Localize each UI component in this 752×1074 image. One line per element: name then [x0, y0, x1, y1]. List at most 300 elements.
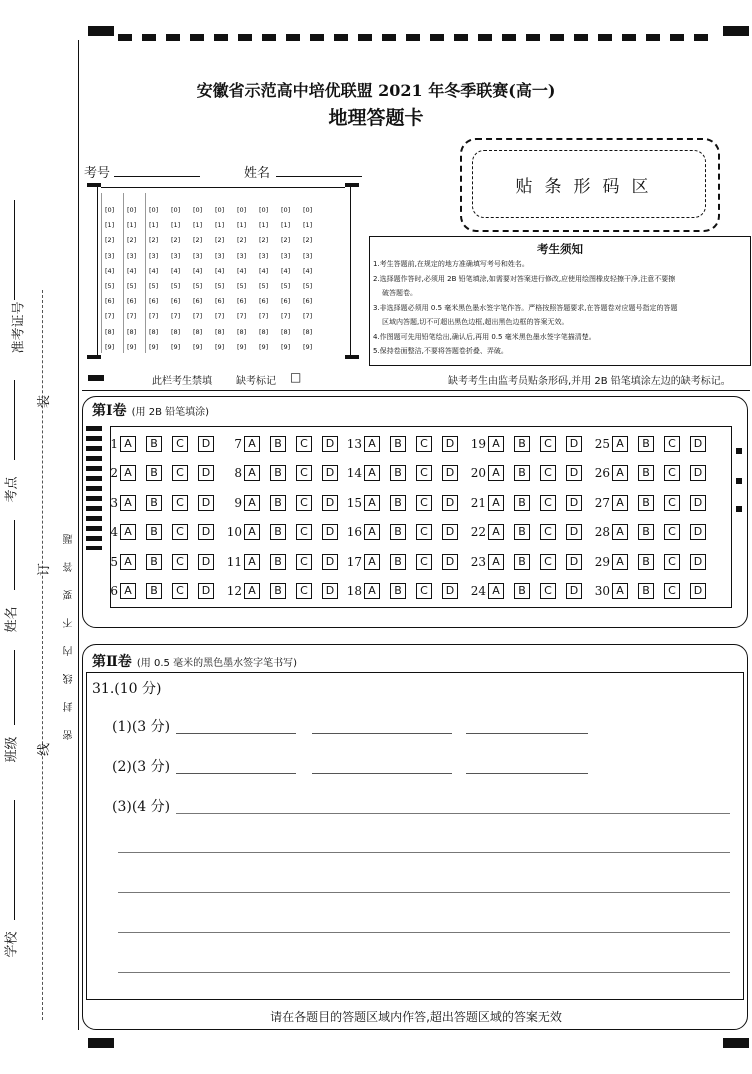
option-bubble-a[interactable]: A: [612, 554, 628, 570]
digit-bubble[interactable]: [2]: [171, 236, 181, 245]
digit-bubble[interactable]: [7]: [193, 312, 203, 321]
digit-bubble[interactable]: [9]: [281, 342, 291, 351]
digit-bubble[interactable]: [3]: [215, 251, 225, 260]
digit-bubble[interactable]: [5]: [193, 281, 203, 290]
option-bubble-d[interactable]: D: [690, 436, 706, 452]
digit-bubble[interactable]: [6]: [127, 297, 137, 306]
digit-bubble[interactable]: [3]: [149, 251, 159, 260]
option-bubble-a[interactable]: A: [244, 495, 260, 511]
digit-column: [171, 203, 180, 355]
question-number: 15: [346, 495, 362, 510]
option-bubble-b[interactable]: B: [390, 554, 406, 570]
option-bubble-a[interactable]: A: [244, 524, 260, 540]
option-bubble-c[interactable]: C: [540, 465, 556, 481]
part1-title: 第Ⅰ卷: [92, 403, 127, 419]
option-bubble-b[interactable]: B: [514, 465, 530, 481]
side-underline-class: [14, 650, 15, 725]
notice-item: 4.作图题可先用铅笔绘出,确认后,再用 0.5 毫米黑色墨水签字笔描清楚。: [373, 332, 596, 341]
digit-bubble[interactable]: [1]: [171, 221, 181, 230]
digit-bubble[interactable]: [6]: [171, 297, 181, 306]
digit-bubble[interactable]: [1]: [193, 221, 203, 230]
digit-bubble[interactable]: [9]: [193, 342, 203, 351]
option-bubble-b[interactable]: B: [638, 554, 654, 570]
option-bubble-b[interactable]: B: [270, 554, 286, 570]
option-bubble-b[interactable]: B: [638, 583, 654, 599]
digit-bubble[interactable]: [8]: [303, 327, 313, 336]
option-bubble-c[interactable]: C: [664, 495, 680, 511]
digit-bubble[interactable]: [9]: [237, 342, 247, 351]
digit-bubble[interactable]: [5]: [237, 281, 247, 290]
option-bubble-a[interactable]: A: [120, 554, 136, 570]
digit-bubble[interactable]: [0]: [149, 206, 159, 214]
digit-bubble[interactable]: [8]: [193, 327, 203, 336]
digit-bubble[interactable]: [2]: [259, 236, 269, 245]
digit-bubble[interactable]: [7]: [215, 312, 225, 321]
notice-item: 1.考生答题前,在规定的地方准确填写考号和姓名。: [373, 260, 529, 268]
option-bubble-b[interactable]: B: [146, 524, 162, 540]
option-bubble-b[interactable]: B: [270, 436, 286, 452]
option-bubble-d[interactable]: D: [566, 524, 582, 540]
digit-column: [259, 203, 268, 355]
side-label-school: 学校: [4, 931, 20, 958]
digit-bubble[interactable]: [4]: [259, 266, 269, 275]
option-bubble-b[interactable]: B: [270, 583, 286, 599]
option-bubble-b[interactable]: B: [146, 554, 162, 570]
digit-bubble[interactable]: [4]: [105, 266, 115, 275]
digit-bubble[interactable]: [0]: [303, 206, 313, 214]
binding-word-ding: 订: [37, 562, 53, 577]
question-number: 8: [234, 466, 242, 481]
digit-bubble[interactable]: [1]: [105, 221, 115, 230]
question-number: 18: [346, 584, 362, 598]
option-bubble-d[interactable]: D: [566, 554, 582, 570]
option-bubble-b[interactable]: B: [514, 524, 530, 540]
absent-instruction: 缺考考生由监考员贴条形码,并用 2B 铅笔填涂左边的缺考标记。: [448, 376, 731, 387]
digit-bubble[interactable]: [2]: [149, 236, 159, 245]
option-bubble-a[interactable]: A: [244, 465, 260, 481]
option-bubble-a[interactable]: A: [244, 436, 260, 452]
option-bubble-b[interactable]: B: [390, 436, 406, 452]
timing-mark-right: [736, 478, 742, 484]
answer-blank[interactable]: [312, 773, 452, 774]
digit-bubble[interactable]: [9]: [127, 342, 137, 351]
digit-bubble[interactable]: [8]: [259, 327, 269, 336]
question-number: 14: [346, 466, 362, 481]
digit-bubble[interactable]: [7]: [105, 312, 115, 321]
option-bubble-b[interactable]: B: [146, 465, 162, 481]
answer-line[interactable]: [118, 852, 730, 853]
option-bubble-b[interactable]: B: [146, 583, 162, 599]
digit-bubble[interactable]: [4]: [127, 266, 137, 275]
option-bubble-d[interactable]: D: [690, 465, 706, 481]
option-bubble-a[interactable]: A: [364, 465, 380, 481]
option-bubble-d[interactable]: D: [198, 583, 214, 599]
option-bubble-b[interactable]: B: [390, 524, 406, 540]
grid-bottom-bar-left: [87, 355, 101, 359]
side-underline-site: [14, 380, 15, 460]
digit-bubble[interactable]: [7]: [127, 312, 137, 321]
question-number: 27: [594, 495, 610, 510]
option-bubble-c[interactable]: C: [664, 583, 680, 599]
digit-bubble[interactable]: [5]: [281, 281, 291, 290]
option-bubble-a[interactable]: A: [244, 554, 260, 570]
registration-mark-top-right: [723, 26, 749, 36]
grid-bottom-bar-right: [345, 355, 359, 359]
answer-blank[interactable]: [466, 733, 588, 734]
digit-bubble[interactable]: [9]: [303, 342, 313, 351]
question-number: 24: [470, 584, 486, 598]
digit-bubble[interactable]: [8]: [127, 327, 137, 336]
option-bubble-c[interactable]: C: [540, 554, 556, 570]
option-bubble-b[interactable]: B: [146, 495, 162, 511]
digit-bubble[interactable]: [7]: [149, 312, 159, 321]
option-bubble-b[interactable]: B: [270, 524, 286, 540]
digit-bubble[interactable]: [6]: [281, 297, 291, 306]
digit-bubble[interactable]: [5]: [149, 281, 159, 290]
option-bubble-c[interactable]: C: [296, 554, 312, 570]
binding-word-xian: 线: [37, 742, 53, 757]
digit-bubble[interactable]: [1]: [215, 221, 225, 230]
option-bubble-c[interactable]: C: [664, 436, 680, 452]
option-bubble-d[interactable]: D: [198, 495, 214, 511]
digit-bubble[interactable]: [6]: [259, 297, 269, 306]
digit-bubble[interactable]: [9]: [215, 342, 225, 351]
option-bubble-b[interactable]: B: [638, 436, 654, 452]
digit-bubble[interactable]: [3]: [171, 251, 181, 260]
part2-answer-box: [86, 672, 744, 1000]
digit-column: [105, 203, 114, 355]
digit-bubble[interactable]: [2]: [105, 236, 115, 245]
digit-column: [303, 203, 312, 355]
digit-bubble[interactable]: [0]: [215, 206, 225, 214]
digit-bubble[interactable]: [3]: [193, 251, 203, 260]
option-bubble-b[interactable]: B: [270, 495, 286, 511]
option-bubble-d[interactable]: D: [566, 436, 582, 452]
option-bubble-c[interactable]: C: [172, 554, 188, 570]
option-bubble-c[interactable]: C: [416, 436, 432, 452]
sub-question-2: (2)(3 分): [112, 759, 171, 775]
exam-number-field[interactable]: [114, 176, 200, 177]
question-number: 1: [110, 437, 118, 451]
option-bubble-a[interactable]: A: [364, 554, 380, 570]
option-bubble-a[interactable]: A: [364, 436, 380, 452]
part2-note: (用 0.5 毫米的黑色墨水签字笔书写): [136, 658, 297, 669]
digit-bubble[interactable]: [0]: [105, 206, 115, 214]
option-bubble-c[interactable]: C: [172, 465, 188, 481]
option-bubble-c[interactable]: C: [416, 583, 432, 599]
digit-bubble[interactable]: [2]: [281, 236, 291, 245]
digit-bubble[interactable]: [6]: [105, 297, 115, 306]
absent-checkbox[interactable]: □: [290, 370, 302, 384]
option-bubble-d[interactable]: D: [442, 554, 458, 570]
answer-blank[interactable]: [176, 813, 730, 814]
digit-column: [237, 203, 246, 355]
question-number: 29: [594, 554, 610, 569]
digit-bubble[interactable]: [7]: [303, 312, 313, 321]
digit-bubble[interactable]: [7]: [259, 312, 269, 321]
digit-bubble[interactable]: [5]: [215, 281, 225, 290]
option-bubble-a[interactable]: A: [488, 495, 504, 511]
answer-blank[interactable]: [312, 733, 452, 734]
option-bubble-b[interactable]: B: [390, 465, 406, 481]
digit-bubble[interactable]: [9]: [259, 342, 269, 351]
option-bubble-b[interactable]: B: [638, 495, 654, 511]
digit-bubble[interactable]: [8]: [237, 327, 247, 336]
answer-line[interactable]: [118, 972, 730, 973]
notice-item: 破答题卷。: [382, 289, 417, 297]
option-bubble-d[interactable]: D: [442, 583, 458, 599]
digit-bubble[interactable]: [2]: [127, 236, 137, 245]
option-bubble-c[interactable]: C: [664, 524, 680, 540]
notice-title: 考生须知: [537, 242, 583, 256]
option-bubble-a[interactable]: A: [120, 465, 136, 481]
option-bubble-c[interactable]: C: [296, 436, 312, 452]
digit-bubble[interactable]: [0]: [127, 206, 137, 214]
side-label-name: 姓名: [4, 606, 20, 633]
part1-header: [92, 400, 209, 420]
option-bubble-c[interactable]: C: [172, 495, 188, 511]
option-bubble-a[interactable]: A: [244, 583, 260, 599]
option-bubble-c[interactable]: C: [540, 495, 556, 511]
exam-number-label: 考号: [84, 166, 111, 181]
digit-bubble[interactable]: [7]: [171, 312, 181, 321]
option-bubble-d[interactable]: D: [198, 524, 214, 540]
option-bubble-c[interactable]: C: [172, 583, 188, 599]
option-bubble-b[interactable]: B: [390, 583, 406, 599]
answer-blank[interactable]: [176, 773, 296, 774]
digit-bubble[interactable]: [1]: [127, 221, 137, 230]
option-bubble-d[interactable]: D: [442, 465, 458, 481]
digit-bubble[interactable]: [1]: [259, 221, 269, 230]
side-underline-ticket: [14, 200, 15, 300]
digit-column: [149, 203, 158, 355]
part1-note: (用 2B 铅笔填涂): [131, 407, 210, 418]
option-bubble-d[interactable]: D: [198, 554, 214, 570]
digit-bubble[interactable]: [8]: [171, 327, 181, 336]
digit-bubble[interactable]: [1]: [303, 221, 313, 230]
option-bubble-a[interactable]: A: [120, 436, 136, 452]
option-bubble-d[interactable]: D: [322, 583, 338, 599]
question-number: 20: [470, 466, 486, 481]
side-label-ticket: 准考证号: [11, 301, 27, 354]
option-bubble-d[interactable]: D: [322, 436, 338, 452]
option-bubble-a[interactable]: A: [612, 436, 628, 452]
option-bubble-b[interactable]: B: [146, 436, 162, 452]
digit-bubble[interactable]: [6]: [149, 297, 159, 306]
option-bubble-a[interactable]: A: [120, 495, 136, 511]
digit-bubble[interactable]: [6]: [237, 297, 247, 306]
digit-bubble[interactable]: [9]: [149, 342, 159, 351]
answer-blank[interactable]: [466, 773, 588, 774]
option-bubble-a[interactable]: A: [364, 495, 380, 511]
option-bubble-b[interactable]: B: [270, 465, 286, 481]
digit-bubble[interactable]: [5]: [303, 281, 313, 290]
digit-bubble[interactable]: [4]: [303, 266, 313, 275]
option-bubble-d[interactable]: D: [690, 554, 706, 570]
option-bubble-d[interactable]: D: [322, 465, 338, 481]
digit-bubble[interactable]: [3]: [259, 251, 269, 260]
side-info-panel: [0, 0, 40, 1074]
option-bubble-d[interactable]: D: [690, 524, 706, 540]
option-bubble-d[interactable]: D: [690, 495, 706, 511]
digit-bubble[interactable]: [9]: [105, 342, 115, 351]
digit-bubble[interactable]: [0]: [281, 206, 291, 214]
digit-bubble[interactable]: [8]: [105, 327, 115, 336]
option-bubble-d[interactable]: D: [566, 583, 582, 599]
digit-bubble[interactable]: [4]: [193, 266, 203, 275]
digit-bubble[interactable]: [1]: [281, 221, 291, 230]
option-bubble-c[interactable]: C: [416, 554, 432, 570]
option-bubble-c[interactable]: C: [416, 524, 432, 540]
digit-bubble[interactable]: [6]: [303, 297, 313, 306]
option-bubble-a[interactable]: A: [488, 436, 504, 452]
digit-bubble[interactable]: [3]: [105, 251, 115, 260]
option-bubble-d[interactable]: D: [322, 524, 338, 540]
digit-bubble[interactable]: [9]: [171, 342, 181, 351]
answer-line[interactable]: [118, 932, 730, 933]
option-bubble-d[interactable]: D: [566, 495, 582, 511]
option-bubble-c[interactable]: C: [296, 495, 312, 511]
option-bubble-c[interactable]: C: [172, 524, 188, 540]
option-bubble-a[interactable]: A: [488, 524, 504, 540]
digit-bubble[interactable]: [3]: [281, 251, 291, 260]
option-bubble-a[interactable]: A: [612, 583, 628, 599]
option-bubble-c[interactable]: C: [664, 465, 680, 481]
option-bubble-a[interactable]: A: [364, 583, 380, 599]
digit-bubble[interactable]: [3]: [127, 251, 137, 260]
question-number: 28: [594, 525, 610, 540]
digit-bubble[interactable]: [6]: [193, 297, 203, 306]
option-bubble-c[interactable]: C: [540, 436, 556, 452]
grid-divider: [145, 193, 146, 353]
digit-bubble[interactable]: [8]: [149, 327, 159, 336]
absent-fill-mark[interactable]: [88, 375, 104, 381]
option-bubble-a[interactable]: A: [120, 524, 136, 540]
option-bubble-c[interactable]: C: [172, 436, 188, 452]
option-bubble-c[interactable]: C: [416, 495, 432, 511]
digit-bubble[interactable]: [2]: [303, 236, 313, 245]
option-bubble-d[interactable]: D: [442, 524, 458, 540]
digit-bubble[interactable]: [0]: [259, 206, 269, 214]
side-underline-school: [14, 800, 15, 920]
answer-blank[interactable]: [176, 733, 296, 734]
digit-bubble[interactable]: [4]: [237, 266, 247, 275]
digit-bubble[interactable]: [8]: [281, 327, 291, 336]
digit-bubble[interactable]: [7]: [281, 312, 291, 321]
registration-mark-top-left: [88, 26, 114, 36]
option-bubble-b[interactable]: B: [390, 495, 406, 511]
option-bubble-c[interactable]: C: [296, 524, 312, 540]
question-number: 5: [110, 554, 118, 569]
name-field[interactable]: [276, 176, 362, 177]
registration-mark-bottom-right: [723, 1038, 749, 1048]
question-number: 26: [594, 466, 610, 481]
exam-title: 安徽省示范高中培优联盟 2021 年冬季联赛(高一): [196, 81, 556, 100]
option-bubble-d[interactable]: D: [690, 583, 706, 599]
digit-bubble[interactable]: [3]: [237, 251, 247, 260]
absent-bar: [82, 366, 750, 391]
answer-line[interactable]: [118, 892, 730, 893]
digit-bubble[interactable]: [6]: [215, 297, 225, 306]
option-bubble-a[interactable]: A: [364, 524, 380, 540]
option-bubble-c[interactable]: C: [664, 554, 680, 570]
question-number: 16: [346, 525, 362, 540]
digit-bubble[interactable]: [4]: [215, 266, 225, 275]
digit-bubble[interactable]: [2]: [237, 236, 247, 245]
option-bubble-d[interactable]: D: [442, 436, 458, 452]
digit-bubble[interactable]: [5]: [105, 281, 115, 290]
sub-question-3: (3)(4 分): [112, 799, 171, 815]
option-bubble-c[interactable]: C: [416, 465, 432, 481]
question-number: 11: [226, 554, 242, 569]
digit-bubble[interactable]: [3]: [303, 251, 313, 260]
footer-note: 请在各题目的答题区域内作答,超出答题区域的答案无效: [270, 1010, 562, 1024]
option-bubble-c[interactable]: C: [296, 465, 312, 481]
question-number: 25: [594, 437, 610, 451]
question-number: 13: [346, 437, 362, 451]
option-bubble-a[interactable]: A: [488, 583, 504, 599]
option-bubble-a[interactable]: A: [488, 554, 504, 570]
option-bubble-a[interactable]: A: [488, 465, 504, 481]
option-bubble-d[interactable]: D: [198, 465, 214, 481]
option-bubble-c[interactable]: C: [296, 583, 312, 599]
digit-bubble[interactable]: [2]: [193, 236, 203, 245]
digit-bubble[interactable]: [2]: [215, 236, 225, 245]
digit-bubble[interactable]: [5]: [127, 281, 137, 290]
digit-bubble[interactable]: [0]: [237, 206, 247, 214]
digit-bubble[interactable]: [0]: [193, 206, 203, 214]
digit-bubble[interactable]: [0]: [171, 206, 181, 214]
option-bubble-b[interactable]: B: [514, 554, 530, 570]
digit-bubble[interactable]: [8]: [215, 327, 225, 336]
digit-bubble[interactable]: [7]: [237, 312, 247, 321]
side-underline-name: [14, 520, 15, 590]
option-bubble-a[interactable]: A: [612, 465, 628, 481]
option-bubble-d[interactable]: D: [198, 436, 214, 452]
option-bubble-b[interactable]: B: [638, 465, 654, 481]
option-bubble-c[interactable]: C: [540, 524, 556, 540]
question-number: 22: [470, 525, 486, 540]
option-bubble-d[interactable]: D: [322, 554, 338, 570]
option-bubble-a[interactable]: A: [612, 495, 628, 511]
sub-question-1: (1)(3 分): [112, 719, 171, 735]
question-number: 12: [226, 584, 242, 598]
seal-warning-text: 密封线内不要答题: [64, 516, 75, 740]
digit-bubble[interactable]: [5]: [259, 281, 269, 290]
digit-bubble[interactable]: [1]: [149, 221, 159, 230]
option-bubble-b[interactable]: B: [514, 436, 530, 452]
digit-bubble[interactable]: [4]: [281, 266, 291, 275]
option-bubble-a[interactable]: A: [120, 583, 136, 599]
answer-sheet-title: 地理答题卡: [328, 107, 424, 129]
digit-bubble[interactable]: [4]: [149, 266, 159, 275]
notice-item: 区域内答题,切不可超出黑色边框,超出黑色边框的答案无效。: [382, 318, 569, 326]
digit-bubble[interactable]: [4]: [171, 266, 181, 275]
notice-item: 2.选择题作答时,必须用 2B 铅笔填涂,如需要对答案进行修改,应使用绘图橡皮轻擦干净,注意不要擦: [373, 274, 676, 283]
digit-bubble[interactable]: [5]: [171, 281, 181, 290]
option-bubble-b[interactable]: B: [638, 524, 654, 540]
option-bubble-b[interactable]: B: [514, 495, 530, 511]
option-bubble-d[interactable]: D: [442, 495, 458, 511]
digit-bubble[interactable]: [1]: [237, 221, 247, 230]
option-bubble-b[interactable]: B: [514, 583, 530, 599]
option-bubble-d[interactable]: D: [322, 495, 338, 511]
question-number: 21: [470, 495, 486, 510]
option-bubble-c[interactable]: C: [540, 583, 556, 599]
grid-divider: [123, 193, 124, 353]
option-bubble-d[interactable]: D: [566, 465, 582, 481]
option-bubble-a[interactable]: A: [612, 524, 628, 540]
